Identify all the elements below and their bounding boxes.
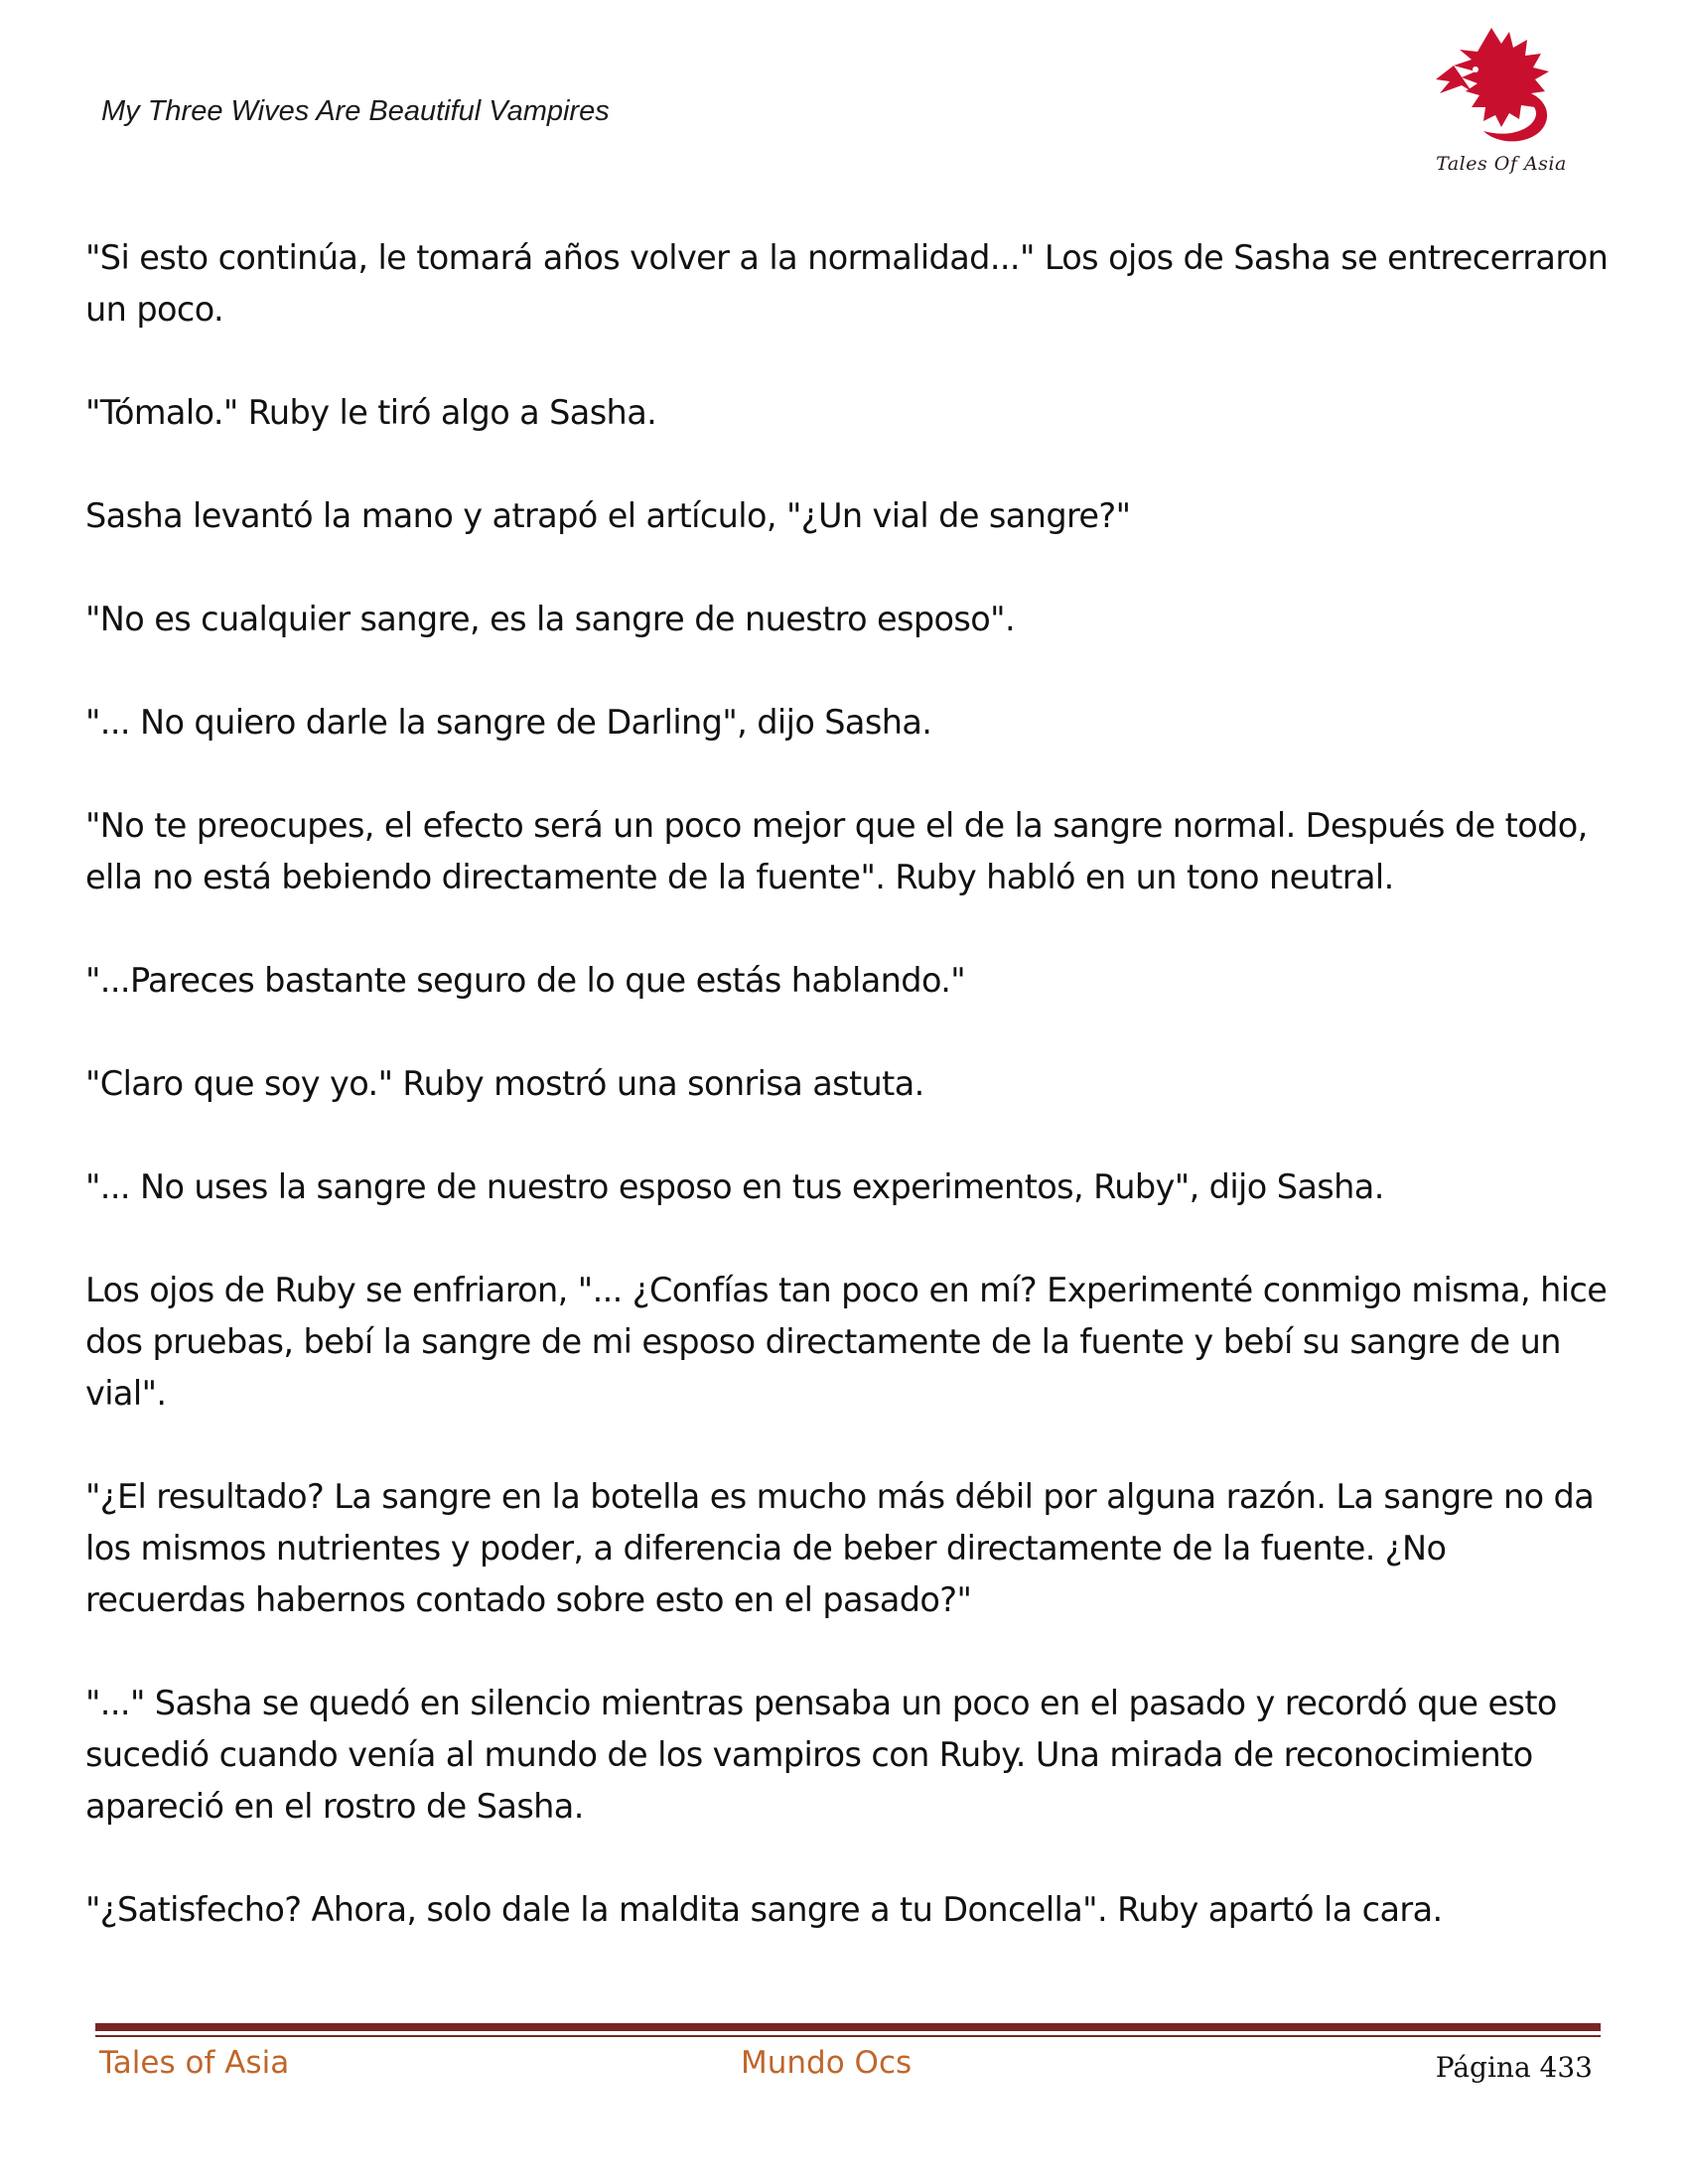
page-number: Página 433 bbox=[1435, 2051, 1593, 2084]
paragraph: "... No uses la sangre de nuestro esposo en tus experimentos, Ruby", dijo Sasha. bbox=[85, 1167, 1384, 1206]
document-title: My Three Wives Are Beautiful Vampires bbox=[101, 95, 610, 127]
paragraph: "No es cualquier sangre, es la sangre de nuestro esposo". bbox=[85, 600, 1016, 638]
footer-section: Mundo Ocs bbox=[741, 2045, 913, 2081]
footer-publisher: Tales of Asia bbox=[99, 2045, 290, 2081]
paragraph: "No te preocupes, el efecto será un poco mejor que el de la sangre normal. Después de todo, ella no está bebiendo directamente de la fuente". Ruby habló en un tono neutral. bbox=[85, 806, 1588, 896]
paragraph: "¿El resultado? La sangre en la botella es mucho más débil por alguna razón. La sangre no da los mismos nutrientes y poder, a diferencia de beber directamente de la fuente. ¿No recuerdas habernos contado sobre esto en el pasado?" bbox=[85, 1477, 1595, 1619]
chapter-body bbox=[85, 232, 1615, 1987]
paragraph: Los ojos de Ruby se enfriaron, "... ¿Confías tan poco en mí? Experimenté conmigo misma, hice dos pruebas, bebí la sangre de mi esposo directamente de la fuente y bebí su sangre de un vial". bbox=[85, 1271, 1608, 1413]
paragraph: Sasha levantó la mano y atrapó el artículo, "¿Un vial de sangre?" bbox=[85, 496, 1131, 535]
logo-text: Tales Of Asia bbox=[1436, 153, 1567, 175]
paragraph: "¿Satisfecho? Ahora, solo dale la maldita sangre a tu Doncella". Ruby apartó la cara. bbox=[85, 1890, 1443, 1929]
red-dragon-icon bbox=[1432, 22, 1571, 151]
footer-divider bbox=[95, 2023, 1601, 2031]
paragraph: "...Pareces bastante seguro de lo que estás hablando." bbox=[85, 961, 966, 1000]
paragraph: "Tómalo." Ruby le tiró algo a Sasha. bbox=[85, 393, 657, 432]
footer-divider-thin bbox=[95, 2035, 1601, 2037]
paragraph: "Si esto continúa, le tomará años volver a la normalidad..." Los ojos de Sasha se entrecerraron un poco. bbox=[85, 238, 1609, 329]
paragraph: "Claro que soy yo." Ruby mostró una sonrisa astuta. bbox=[85, 1064, 924, 1103]
tales-of-asia-logo bbox=[1432, 22, 1571, 181]
paragraph: "..." Sasha se quedó en silencio mientras pensaba un poco en el pasado y recordó que esto sucedió cuando venía al mundo de los vampiros con Ruby. Una mirada de reconocimiento apareció en el rostro de Sasha. bbox=[85, 1684, 1557, 1826]
paragraph: "... No quiero darle la sangre de Darling", dijo Sasha. bbox=[85, 703, 932, 742]
